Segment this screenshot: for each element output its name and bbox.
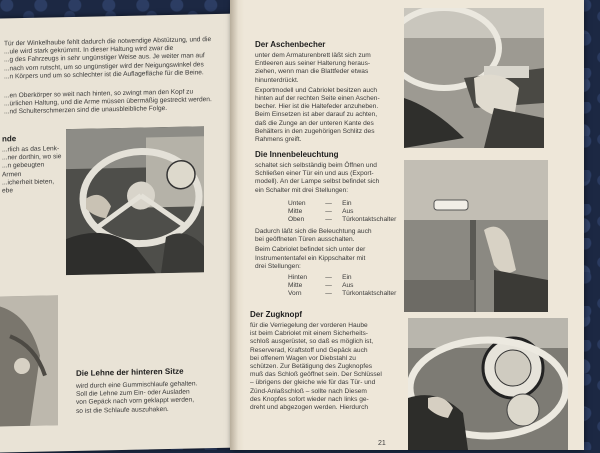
- steering-wheel-photo: [66, 126, 204, 275]
- rear-seat-text: wird durch eine Gummischlaufe gehalten. Soll die Lehne zum Ein- oder Ausladen von Gepäck nach vorn geklappt werden, so ist die Schlaufe auszuhaken.: [76, 380, 198, 415]
- intro-paragraph: Tür der Winkelhaube fehlt dadurch die notwendige Abstützung, und die ...ule wird stark gekrümmt. In dieser Haltung wird zwar die ...g des Fahrzeugs in sehr ungünstiger Weise aus. Je weiter man auf ...nach vorn rutscht, um so ungünstiger wird der Neigungswinkel des ...n Körpers und um so schlechter ist die Auflagefläche für die Beine.: [4, 36, 212, 81]
- page-number: 21: [378, 440, 386, 447]
- lighting-text: schaltet sich selbständig beim Öffnen und Schließen einer Tür ein und aus (Export- modell). An der Lampe selbst befindet sich ein Schalter mit drei Stellungen:: [255, 162, 380, 194]
- second-paragraph: ...en Oberkörper so weit nach hinten, so zwingt man den Kopf zu ...ürlichen Haltung, und die Arme müssen übermäßig gestreckt werden. ...nd Schulterschmerzen sind die unausbleibliche Folge.: [4, 88, 212, 116]
- left-page: [0, 13, 240, 452]
- side-paragraph: ...rlich as das Lenk- ...ner dorthin, wo sie ...n gebeugten Armen ...icherheit bieten, ebe: [2, 145, 62, 195]
- ashtray-heading: Der Aschenbecher: [255, 40, 326, 49]
- switch-row: Vorn — Türkontaktschalter: [288, 290, 397, 298]
- pull-knob-photo: [408, 318, 568, 450]
- switch-row: Hinten — Ein: [288, 274, 352, 281]
- switch-positions-list: [288, 200, 398, 225]
- rear-seat-photo: [0, 295, 58, 426]
- switch-row: Mitte — Aus: [288, 208, 354, 216]
- pull-knob-heading: Der Zugknopf: [250, 310, 302, 319]
- switch-row: Mitte — Aus: [288, 282, 354, 290]
- pull-knob-text: für die Verriegelung der vorderen Haube ist beim Cabriolet mit einem Sicherheits- schloß ausgerüstet, so daß es möglich ist, Reserverad, Kraftstoff und Gepäck auch bei offenem Wagen vor Diebstahl zu schützen. Zur Betätigung des Zugknopfes muß das Schloß geöffnet sein. Der Schlüssel – übrigens der gleiche wie für das Tür- und Zünd-Anlaßschloß – sollte nach Diesem des Knopfes sofort wieder nach links ge- dreht und abgezogen werden. Hierdurch: [250, 322, 382, 412]
- switch-row: Oben — Türkontaktschalter: [288, 216, 397, 224]
- side-heading: nde: [2, 134, 17, 144]
- lighting-text-2: Dadurch läßt sich die Beleuchtung auch bei geöffneten Türen ausschalten. Beim Cabriolet befindet sich unter der Instrumententafel ein Kippschalter mit drei Stellungen:: [255, 228, 372, 270]
- rear-seat-heading: Die Lehne der hinteren Sitze: [76, 366, 184, 378]
- interior-light-photo: [404, 160, 548, 312]
- book-gutter: [230, 0, 244, 450]
- lighting-heading: Die Innenbeleuchtung: [255, 150, 339, 159]
- cabrio-switch-list: [288, 274, 398, 299]
- ashtray-text: unter dem Armaturenbrett läßt sich zum Entleeren aus seiner Halterung heraus- ziehen, wenn man die Blattfeder etwas hinunterdrückt. Exportmodell und Cabriolet besitzen auch hinten auf der rechten Seite einen Aschen- becher. Hier ist die Haltefeder anzuheben. Beim Einsetzen ist aber darauf zu achten, daß die Zunge an der unteren Kante des Behälters in den zugehörigen Schlitz des Rahmens greift.: [255, 52, 380, 144]
- switch-row: Unten — Ein: [288, 200, 352, 207]
- ashtray-photo: [404, 8, 544, 148]
